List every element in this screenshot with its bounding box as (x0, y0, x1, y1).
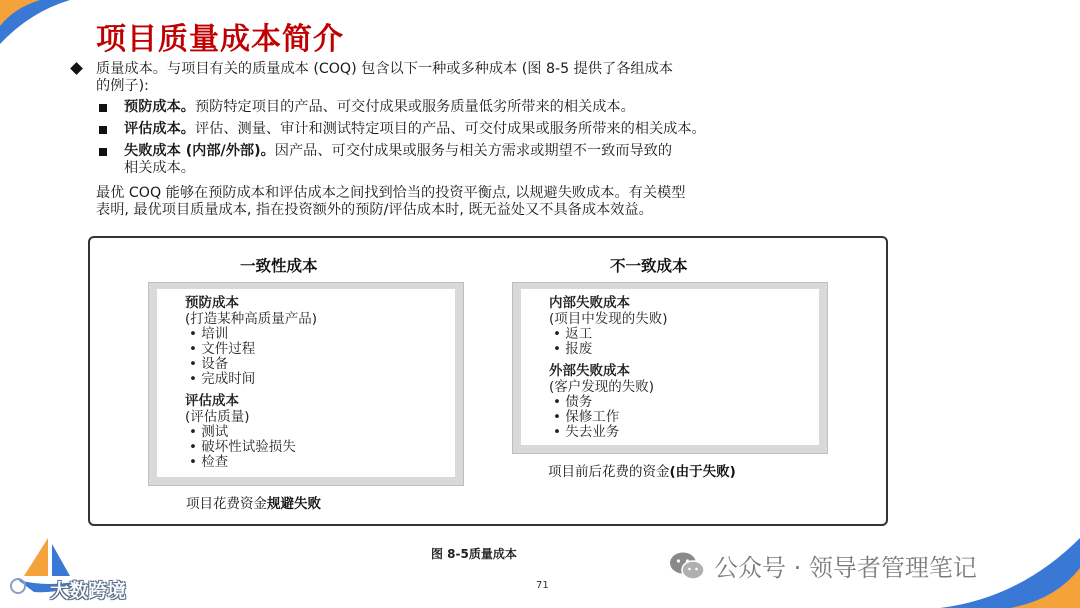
bullet-prevention (124, 99, 635, 116)
internal-failure-title: 内部失败成本 (549, 295, 630, 311)
bullet-failure (124, 143, 672, 160)
nonconformance-heading: 不一致成本 (610, 257, 688, 275)
paragraph-line-2: 表明, 最优项目质量成本, 指在投资额外的预防/评估成本时, 既无益处又不具备成本效益。 (96, 202, 653, 218)
internal-failure-subtitle: (项目中发现的失败) (549, 311, 668, 327)
appraisal-title: 评估成本 (185, 393, 239, 409)
bullet-label: 评估成本。 (124, 121, 195, 137)
intro-text-2: 的例子): (96, 78, 149, 94)
list-item: • 检查 (189, 454, 229, 470)
caption-bold: (由于失败) (669, 464, 736, 480)
corner-decoration-top-left (0, 0, 90, 48)
caption-plain: 项目前后花费的资金 (548, 464, 670, 480)
paragraph-line-1: 最优 COQ 能够在预防成本和评估成本之间找到恰当的投资平衡点, 以规避失败成本。有关模型 (96, 185, 686, 201)
conformance-box (148, 282, 464, 486)
nonconformance-box (512, 282, 828, 454)
caption-plain: 项目花费资金 (186, 496, 267, 512)
intro-line-1 (96, 61, 673, 78)
list-item: • 报废 (553, 341, 593, 357)
figure-caption: 图 8-5质量成本 (431, 547, 517, 561)
conformance-caption (186, 492, 321, 512)
square-bullet-icon (99, 126, 107, 134)
bullet-text: 评估、测量、审计和测试特定项目的产品、可交付成果或服务所带来的相关成本。 (194, 121, 706, 137)
bullet-text: 预防特定项目的产品、可交付成果或服务质量低劣所带来的相关成本。 (194, 99, 635, 115)
slide-title: 项目质量成本简介 (96, 22, 344, 57)
nonconformance-content (521, 289, 819, 445)
list-item: • 培训 (189, 326, 229, 342)
external-failure-subtitle: (客户发现的失败) (549, 379, 655, 395)
bullet-failure-cont: 相关成本。 (124, 160, 195, 176)
list-item: • 破坏性试验损失 (189, 439, 296, 455)
bullet-label: 失败成本 (内部/外部)。 (124, 143, 275, 159)
list-item: • 债务 (553, 394, 593, 410)
square-bullet-icon (99, 148, 107, 156)
figure-cost-of-quality (88, 236, 888, 526)
prevention-subtitle: (打造某种高质量产品) (185, 311, 318, 327)
appraisal-subtitle: (评估质量) (185, 409, 250, 425)
external-failure-title: 外部失败成本 (549, 363, 630, 379)
conformance-heading: 一致性成本 (240, 257, 318, 275)
list-item: • 返工 (553, 326, 593, 342)
diamond-bullet-icon (70, 62, 83, 75)
nonconformance-caption (548, 460, 736, 480)
prevention-title: 预防成本 (185, 295, 239, 311)
bullet-appraisal (124, 121, 706, 138)
list-item: • 设备 (189, 356, 229, 372)
logo-text: 大数跨境 (50, 580, 127, 602)
wechat-watermark (668, 548, 977, 583)
bullet-text: 因产品、可交付成果或服务与相关方需求或期望不一致而导致的 (274, 143, 673, 159)
bullet-label: 预防成本。 (124, 99, 195, 115)
caption-bold: 规避失败 (267, 496, 321, 512)
list-item: • 测试 (189, 424, 229, 440)
list-item: • 文件过程 (189, 341, 256, 357)
list-item: • 保修工作 (553, 409, 620, 425)
page-number: 71 (536, 580, 549, 591)
watermark-text: 公众号 · 领导者管理笔记 (714, 554, 977, 582)
wechat-icon (668, 551, 706, 581)
conformance-content (157, 289, 455, 477)
square-bullet-icon (99, 104, 107, 112)
list-item: • 完成时间 (189, 371, 256, 387)
list-item: • 失去业务 (553, 424, 620, 440)
intro-text-1: 质量成本。与项目有关的质量成本 (COQ) 包含以下一种或多种成本 (图 8-5 提供了各组成本 (96, 61, 673, 77)
